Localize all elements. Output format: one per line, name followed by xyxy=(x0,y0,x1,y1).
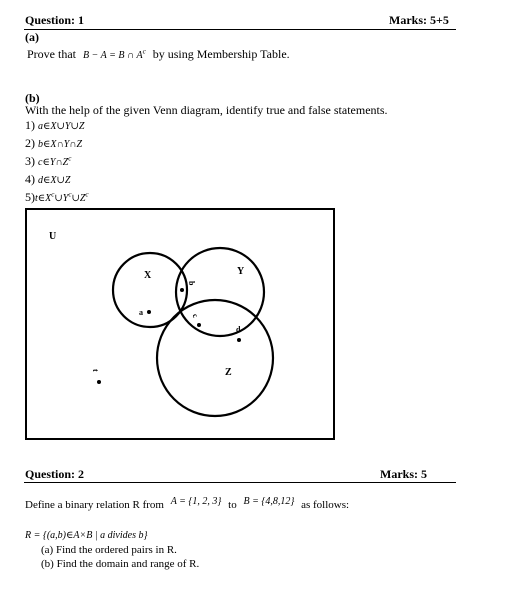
statement-5-sup-1: c xyxy=(51,190,55,199)
part-b-label: (b) xyxy=(25,91,40,105)
part-b-instruction: With the help of the given Venn diagram, identify true and false statements. xyxy=(25,103,388,117)
statement-5-number: 5) xyxy=(25,190,35,204)
point-b-label: b xyxy=(187,281,196,286)
set-x-label: X xyxy=(144,270,152,281)
define-line xyxy=(25,496,350,511)
set-b: B = {4,8,12} xyxy=(243,496,295,507)
point-a-label: a xyxy=(139,308,143,317)
point-d-dot xyxy=(237,338,241,342)
venn-diagram xyxy=(25,208,335,440)
question-2-part-a: (a) Find the ordered pairs in R. xyxy=(41,544,177,556)
statement-5-part-3: ∪Z xyxy=(71,193,86,204)
statement-1-expr: a∈X∪Y∪Z xyxy=(38,121,85,132)
prove-formula xyxy=(83,47,146,61)
statement-3-expr xyxy=(38,154,72,168)
point-a-dot xyxy=(147,310,151,314)
statement-1 xyxy=(25,118,84,133)
venn-svg xyxy=(27,210,333,438)
prove-prefix: Prove that xyxy=(27,47,76,61)
set-y-label: Y xyxy=(237,266,245,277)
prove-formula-text: B − A = B ∩ A xyxy=(83,50,143,61)
question-2-rule xyxy=(24,482,456,483)
statement-4 xyxy=(25,172,70,187)
question-1-marks: Marks: 5+5 xyxy=(389,13,449,27)
define-suffix: as follows: xyxy=(301,499,350,511)
statement-2-number: 2) xyxy=(25,136,35,150)
question-2-title: Question: 2 xyxy=(25,467,85,481)
relation-definition: R = {(a,b)∈A×B | a divides b} xyxy=(25,530,148,541)
point-d-label: d xyxy=(236,325,241,334)
set-z-circle xyxy=(157,300,273,416)
statement-5-part-1: t∈X xyxy=(35,193,52,204)
part-a-label: (a) xyxy=(25,30,39,44)
statement-3-expr-text: c∈Y∩Z xyxy=(38,157,69,168)
to-word: to xyxy=(228,499,237,511)
point-t-dot xyxy=(97,380,101,384)
statement-2-expr: b∈X∩Y∩Z xyxy=(38,139,83,150)
prove-suffix: by using Membership Table. xyxy=(152,47,290,61)
statement-5 xyxy=(25,190,89,205)
statement-4-number: 4) xyxy=(25,172,35,186)
point-c-label: c xyxy=(190,311,201,320)
prove-line xyxy=(27,47,290,62)
universe-label: U xyxy=(49,231,57,242)
point-t-label: t xyxy=(91,369,100,372)
statement-1-number: 1) xyxy=(25,118,35,132)
statement-3 xyxy=(25,154,71,169)
question-1-title: Question: 1 xyxy=(25,13,85,27)
statement-2 xyxy=(25,136,82,151)
define-prefix: Define a binary relation R from xyxy=(25,499,164,511)
statement-5-expr xyxy=(35,190,89,204)
statement-3-number: 3) xyxy=(25,154,35,168)
set-z-label: Z xyxy=(225,367,232,378)
statement-5-sup-2: c xyxy=(68,190,72,199)
question-2-marks: Marks: 5 xyxy=(380,467,427,481)
question-2-part-b: (b) Find the domain and range of R. xyxy=(41,558,200,570)
point-b-dot xyxy=(180,288,184,292)
prove-formula-sup: c xyxy=(142,47,146,56)
statement-5-sup-3: c xyxy=(85,190,89,199)
statement-4-expr: d∈X∪Z xyxy=(38,175,71,186)
statement-5-part-2: ∪Y xyxy=(54,193,69,204)
question-1-rule xyxy=(24,29,456,30)
set-y-circle xyxy=(176,248,264,336)
statement-3-sup: c xyxy=(68,154,72,163)
point-c-dot xyxy=(197,323,201,327)
set-a: A = {1, 2, 3} xyxy=(170,496,222,507)
